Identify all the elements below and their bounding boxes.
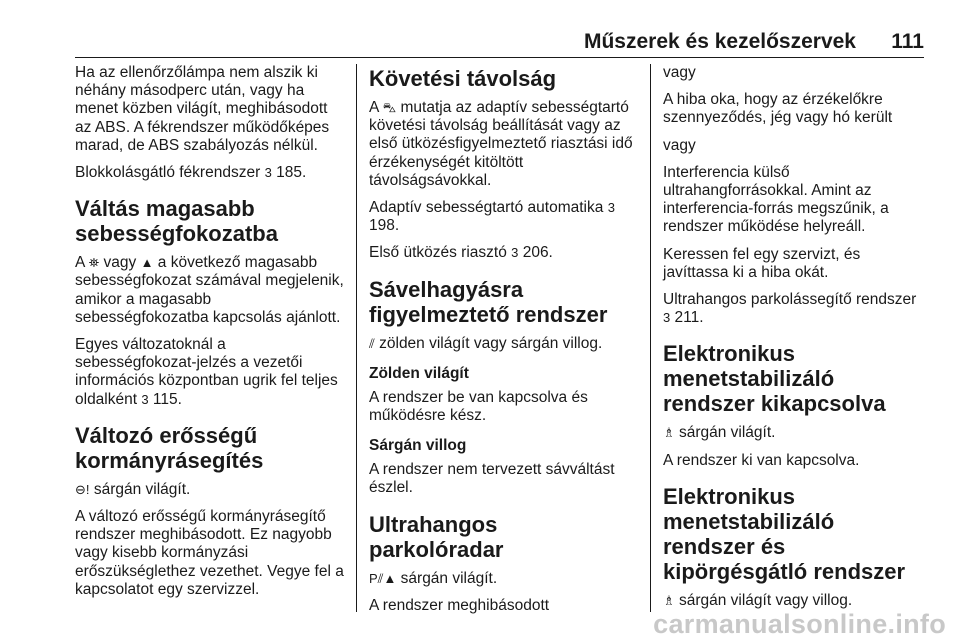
cross-reference: Első ütközés riasztó 3 206.: [369, 244, 553, 262]
paragraph: Ha az ellenőrzőlámpa nem alszik ki néhány másodperc után, vagy ha menet közben világít, meghibásodott az ABS. A fékrendszer működőképes marad, de ABS szabályozás nélkül.: [75, 64, 330, 154]
vehicle-ahead-icon: ⛍: [382, 100, 397, 115]
subheading: Zölden világít: [369, 364, 469, 382]
section-heading: Váltás magasabb sebességfokozatba: [75, 196, 278, 247]
section-heading: Ultrahangos parkolóradar: [369, 511, 504, 562]
paragraph: ♗ sárgán világít.: [663, 424, 776, 442]
paragraph: A rendszer nem tervezett sávváltást észlel.: [369, 461, 615, 497]
cross-reference: Ultrahangos parkolássegítő rendszer 3 211.: [663, 291, 917, 327]
page-header: [0, 0, 960, 56]
column-divider-2: [650, 64, 651, 612]
esc-traction-icon: ♗: [663, 592, 675, 608]
paragraph: Interferencia külső ultrahangforrásokkal. Amint az interferencia-forrás megszűnik, a rendszer működése helyreáll.: [663, 163, 889, 236]
section-heading: Sávelhagyásra figyelmeztető rendszer: [369, 276, 608, 327]
column-divider-1: [356, 64, 357, 612]
esc-off-icon: ♗: [663, 425, 675, 441]
paragraph: vagy: [663, 136, 696, 154]
paragraph: ⫽ zölden világít vagy sárgán villog.: [369, 334, 603, 352]
paragraph: A változó erősségű kormányrásegítő rendszer meghibásodott. Ez nagyobb vagy kisebb kormányzási erőszükséglethez vezethet. Vegye fel a kapcsolatot egy szervizzel.: [75, 508, 344, 598]
cross-reference: Blokkolásgátló fékrendszer 3 185.: [75, 164, 307, 182]
column-1: [75, 64, 347, 608]
paragraph: A ⛍ mutatja az adaptív sebességtartó követési távolság beállítását vagy az első ütközésfigyelmeztető riasztási idő érzékenységét kitöltött távolságsávokkal.: [369, 99, 633, 189]
section-heading: Elektronikus menetstabilizáló rendszer és kipörgésgátló rendszer: [663, 483, 906, 584]
page-ref-arrow-icon: 3: [511, 245, 519, 261]
page-ref-arrow-icon: 3: [663, 310, 671, 326]
page-number: 111: [891, 30, 924, 53]
section-heading: Változó erősségű kormányrásegítés: [75, 422, 264, 473]
paragraph: ⊖! sárgán világít.: [75, 480, 191, 498]
paragraph: A rendszer ki van kapcsolva.: [663, 451, 860, 469]
column-3: [663, 64, 925, 619]
section-heading: Követési távolság: [369, 66, 557, 91]
paragraph: Egyes változatoknál a sebességfokozat-jelzés a vezetői információs központban ugrik fel teljes oldalként 3 115.: [75, 336, 338, 408]
paragraph: Keressen fel egy szervizt, és javíttassa ki a hiba okát.: [663, 245, 861, 281]
section-heading: Elektronikus menetstabilizáló rendszer kikapcsolva: [663, 341, 886, 417]
paragraph: A ⛯ vagy ▲ a következő magasabb sebességfokozat számával megjelenik, amikor a magasabb sebességfokozatba kapcsolás ajánlott.: [75, 254, 344, 326]
steering-warning-icon: ⊖!: [75, 481, 90, 497]
triangle-up-icon: ▲: [140, 255, 154, 271]
page-ref-arrow-icon: 3: [264, 165, 272, 181]
cross-reference: Adaptív sebességtartó automatika 3 198.: [369, 199, 615, 235]
header-divider: [75, 57, 924, 58]
shift-up-icon: ⛯: [88, 255, 100, 271]
column-2: [369, 64, 637, 624]
paragraph: vagy: [663, 64, 696, 81]
paragraph: ♗ sárgán világít vagy villog.: [663, 591, 853, 609]
page-ref-arrow-icon: 3: [141, 391, 149, 407]
paragraph: A rendszer meghibásodott: [369, 596, 550, 614]
subheading: Sárgán villog: [369, 437, 467, 455]
lane-departure-icon: ⫽: [369, 335, 375, 351]
page-title: Műszerek és kezelőszervek: [583, 30, 856, 53]
parking-sensor-icon: P⫽▲: [369, 570, 397, 586]
watermark: carmanualsonline.info: [653, 609, 946, 639]
paragraph: A rendszer be van kapcsolva és működésre kész.: [369, 388, 588, 425]
paragraph: A hiba oka, hogy az érzékelőkre szennyeződés, jég vagy hó került: [663, 91, 893, 127]
paragraph: P⫽▲ sárgán világít.: [369, 569, 498, 587]
page-ref-arrow-icon: 3: [607, 200, 615, 216]
